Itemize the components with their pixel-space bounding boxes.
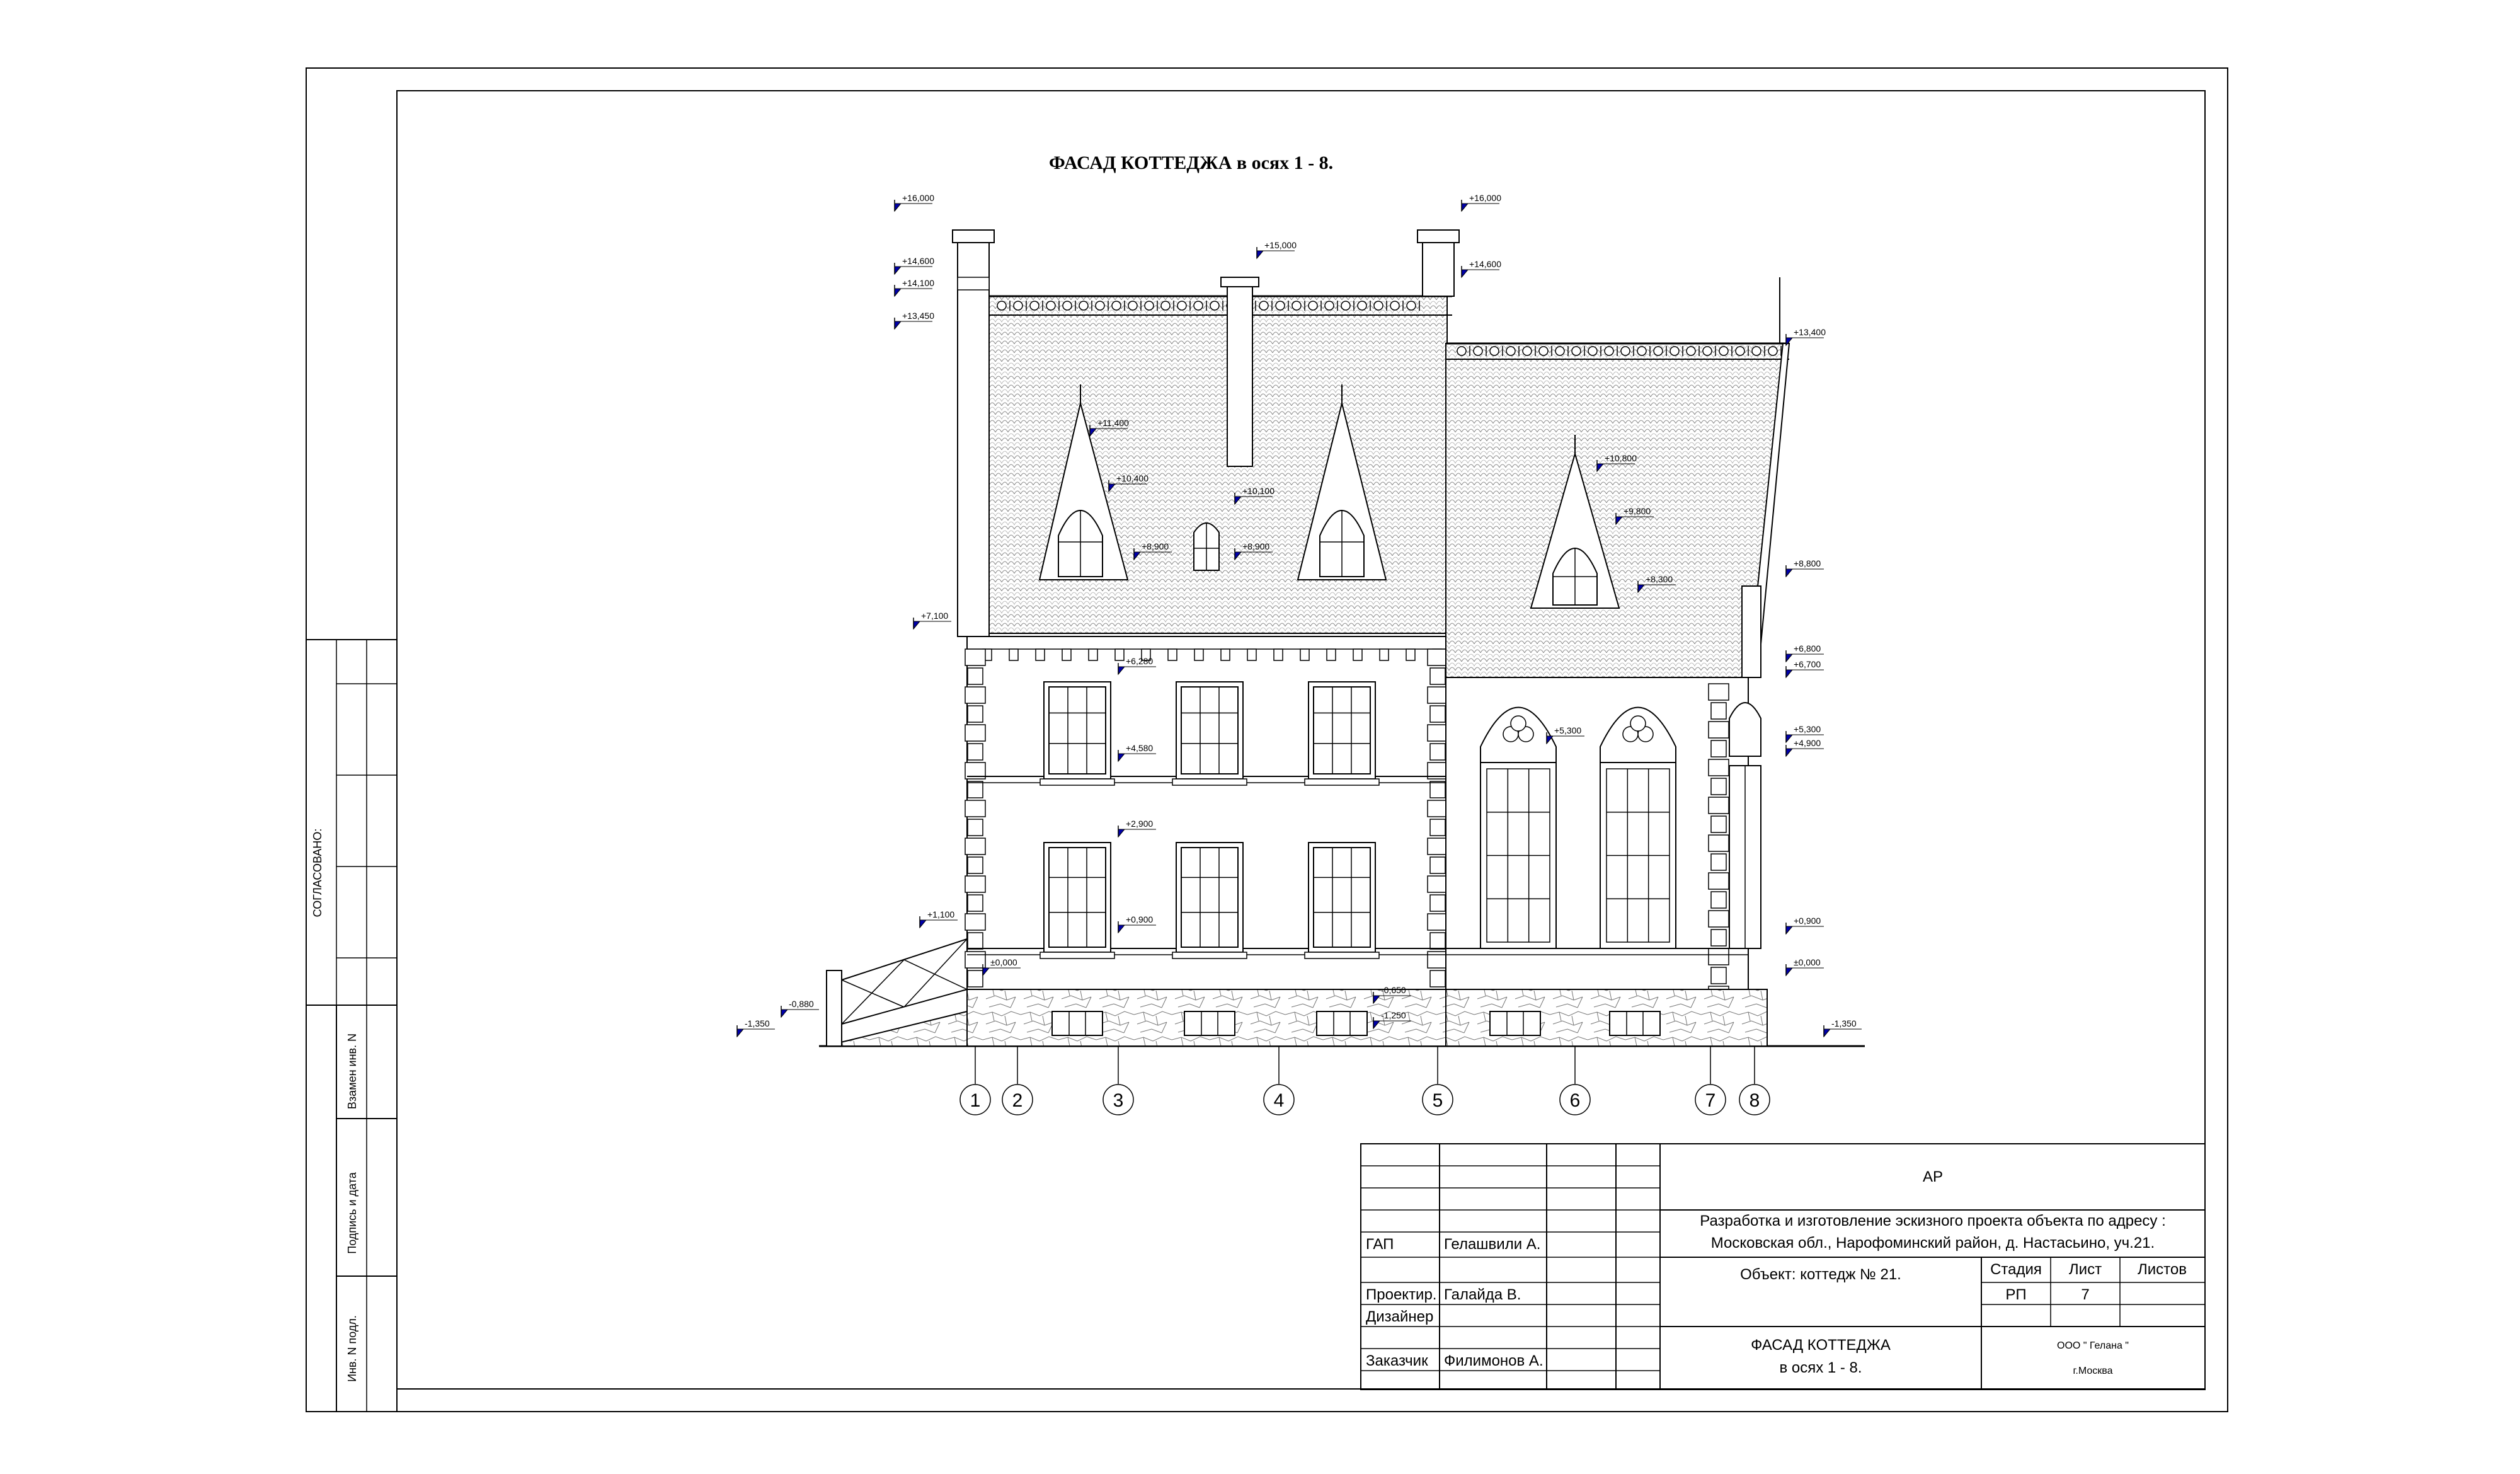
elevation-mark <box>1257 240 1297 258</box>
elevation-label: +10,400 <box>1116 473 1148 483</box>
basement-window <box>1052 1011 1102 1035</box>
tb-name-gap: Гелашвили А. <box>1444 1236 1541 1253</box>
elevation-label: +2,900 <box>1126 819 1154 829</box>
axis-marker-5 <box>1423 1046 1453 1115</box>
eave-bracket <box>1194 649 1203 660</box>
elevation-label: +14,100 <box>902 278 934 288</box>
axis-label: 5 <box>1432 1090 1443 1111</box>
axis-label: 2 <box>1012 1090 1023 1111</box>
stamp-inv-orig: Инв. N подл. <box>346 1315 358 1382</box>
axis-marker-3 <box>1103 1046 1133 1115</box>
axis-label: 1 <box>970 1090 981 1111</box>
elevation-label: +0,900 <box>1126 914 1154 924</box>
grid-axes <box>960 1046 1770 1115</box>
tb-company-2: г.Москва <box>2073 1366 2113 1376</box>
tb-role-client: Заказчик <box>1366 1352 1428 1369</box>
axis-marker-2 <box>1002 1046 1033 1115</box>
tb-sheet: 7 <box>2081 1286 2090 1303</box>
eave-bracket <box>1221 649 1230 660</box>
tb-stage: РП <box>2005 1286 2027 1303</box>
elevation-label: -1,350 <box>1831 1018 1857 1028</box>
elevation-label: +8,300 <box>1646 574 1673 584</box>
eave-bracket <box>1009 649 1018 660</box>
elevation-label: +6,800 <box>1794 643 1821 654</box>
tb-sheet-title-1: ФАСАД КОТТЕДЖА <box>1751 1337 1891 1354</box>
tb-object: Объект: коттедж № 21. <box>1740 1266 1901 1283</box>
elevation-mark <box>1462 193 1501 211</box>
elevation-mark <box>1462 259 1501 277</box>
elevation-mark <box>1786 957 1824 976</box>
elevation-mark <box>895 256 934 274</box>
axis-marker-8 <box>1739 1046 1770 1115</box>
eave-bracket <box>1036 649 1045 660</box>
axis-label: 3 <box>1113 1090 1124 1111</box>
elevation-label: +8,800 <box>1794 558 1821 568</box>
elevation-label: +5,300 <box>1554 725 1582 735</box>
axis-marker-7 <box>1695 1046 1726 1115</box>
basement-window <box>1610 1011 1660 1035</box>
elevation-label: +6,280 <box>1126 656 1154 666</box>
axis-label: 7 <box>1705 1090 1716 1111</box>
tb-sheet-title-2: в осях 1 - 8. <box>1779 1359 1862 1376</box>
elevation-label: +4,580 <box>1126 743 1154 753</box>
elevation-mark <box>737 1018 775 1037</box>
tb-role-designer: Проектир. <box>1366 1286 1437 1303</box>
elevation-label: +10,800 <box>1605 453 1637 463</box>
axis-marker-4 <box>1264 1046 1294 1115</box>
elevation-label: ±0,000 <box>990 957 1017 967</box>
tb-desc-1: Разработка и изготовление эскизного проекта объекта по адресу : <box>1700 1212 2166 1229</box>
elevation-mark <box>895 193 934 211</box>
eave-bracket <box>1089 649 1097 660</box>
axis-marker-1 <box>960 1046 990 1115</box>
main-building <box>953 230 1459 1046</box>
right-roof <box>1446 343 1783 677</box>
tb-desc-2: Московская обл., Нарофоминский район, д. Настасьино, уч.21. <box>1710 1235 2155 1252</box>
elevation-label: +16,000 <box>1469 193 1501 203</box>
entrance-ramp <box>825 939 967 1046</box>
elevation-label: +14,600 <box>902 256 934 266</box>
stamp-replace-inv: Взамен инв. N <box>346 1033 358 1110</box>
elevation-label: +9,800 <box>1624 506 1651 516</box>
elevation-label: +8,900 <box>1242 541 1270 551</box>
eave-bracket <box>1300 649 1309 660</box>
elevation-mark <box>1786 558 1824 577</box>
basement-window <box>1317 1011 1367 1035</box>
eave-bracket <box>1168 649 1177 660</box>
eave-bracket <box>1247 649 1256 660</box>
center-chimney <box>1227 284 1252 466</box>
eave-bracket <box>1062 649 1071 660</box>
eave-bracket <box>1353 649 1362 660</box>
tb-sheets-h: Листов <box>2138 1261 2187 1278</box>
elevation-label: -1,250 <box>1381 1010 1406 1020</box>
eave-bracket <box>1115 649 1124 660</box>
tb-role-design: Дизайнер <box>1366 1308 1434 1325</box>
elevation-mark <box>1786 916 1824 934</box>
axis-marker-6 <box>1560 1046 1590 1115</box>
elevation-label: ±0,000 <box>1794 957 1821 967</box>
elevation-label: +1,100 <box>927 909 955 919</box>
stamp-agreed: СОГЛАСОВАНО: <box>311 828 324 918</box>
elevation-label: +11,400 <box>1097 418 1129 428</box>
side-stamp <box>306 640 397 1412</box>
axis-label: 4 <box>1273 1090 1285 1111</box>
elevation-label: +5,300 <box>1794 724 1821 734</box>
elevation-mark <box>781 999 819 1017</box>
narrow-window <box>1729 703 1761 948</box>
elevation-label: +8,900 <box>1142 541 1169 551</box>
elevation-label: -0,880 <box>789 999 814 1009</box>
elevation-label: -1,350 <box>745 1018 770 1028</box>
basement-window <box>1490 1011 1540 1035</box>
tb-company-1: ООО " Гелана " <box>2057 1340 2129 1351</box>
eave-bracket <box>1274 649 1283 660</box>
elevation-mark <box>895 311 934 329</box>
axis-label: 6 <box>1569 1090 1581 1111</box>
eave-bracket <box>1406 649 1415 660</box>
elevation-label: +4,900 <box>1794 738 1821 748</box>
drawing-title: ФАСАД КОТТЕДЖА в осях 1 - 8. <box>1049 153 1334 173</box>
basement-window <box>1184 1011 1235 1035</box>
elevation-label: +0,900 <box>1794 916 1821 926</box>
main-roof <box>984 296 1447 633</box>
elevation-mark <box>1786 327 1826 345</box>
small-roof-window <box>1194 523 1219 570</box>
title-block <box>1361 1144 2205 1390</box>
eave-bracket <box>1327 649 1336 660</box>
elevation-label: +16,000 <box>902 193 934 203</box>
right-wing <box>1446 277 1789 1046</box>
elevation-label: -0,650 <box>1381 985 1406 995</box>
tb-code: АР <box>1922 1168 1944 1185</box>
right-chimney <box>1423 239 1454 296</box>
elevation-mark <box>895 278 934 296</box>
elevation-label: +15,000 <box>1264 240 1297 250</box>
eave-bracket <box>1380 649 1389 660</box>
elevation-label: +14,600 <box>1469 259 1501 269</box>
elevation-mark <box>914 611 951 629</box>
tb-name-designer: Галайда В. <box>1444 1286 1521 1303</box>
tb-name-client: Филимонов А. <box>1444 1352 1544 1369</box>
axis-label: 8 <box>1749 1090 1760 1111</box>
elevation-label: +6,700 <box>1794 659 1821 669</box>
left-chimney <box>958 239 989 636</box>
tb-sheet-h: Лист <box>2068 1261 2102 1278</box>
elevation-label: +13,400 <box>1794 327 1826 337</box>
elevation-label: +7,100 <box>921 611 949 621</box>
elevation-label: +10,100 <box>1242 486 1274 496</box>
stamp-sign-date: Подпись и дата <box>346 1172 358 1254</box>
elevation-mark <box>1786 738 1824 756</box>
elevation-mark <box>920 909 958 928</box>
elevation-mark <box>1824 1018 1862 1037</box>
tb-role-gap: ГАП <box>1366 1236 1394 1253</box>
tb-stage-h: Стадия <box>1990 1261 2042 1278</box>
elevation-label: +13,450 <box>902 311 934 321</box>
elevation-mark <box>1786 659 1824 677</box>
